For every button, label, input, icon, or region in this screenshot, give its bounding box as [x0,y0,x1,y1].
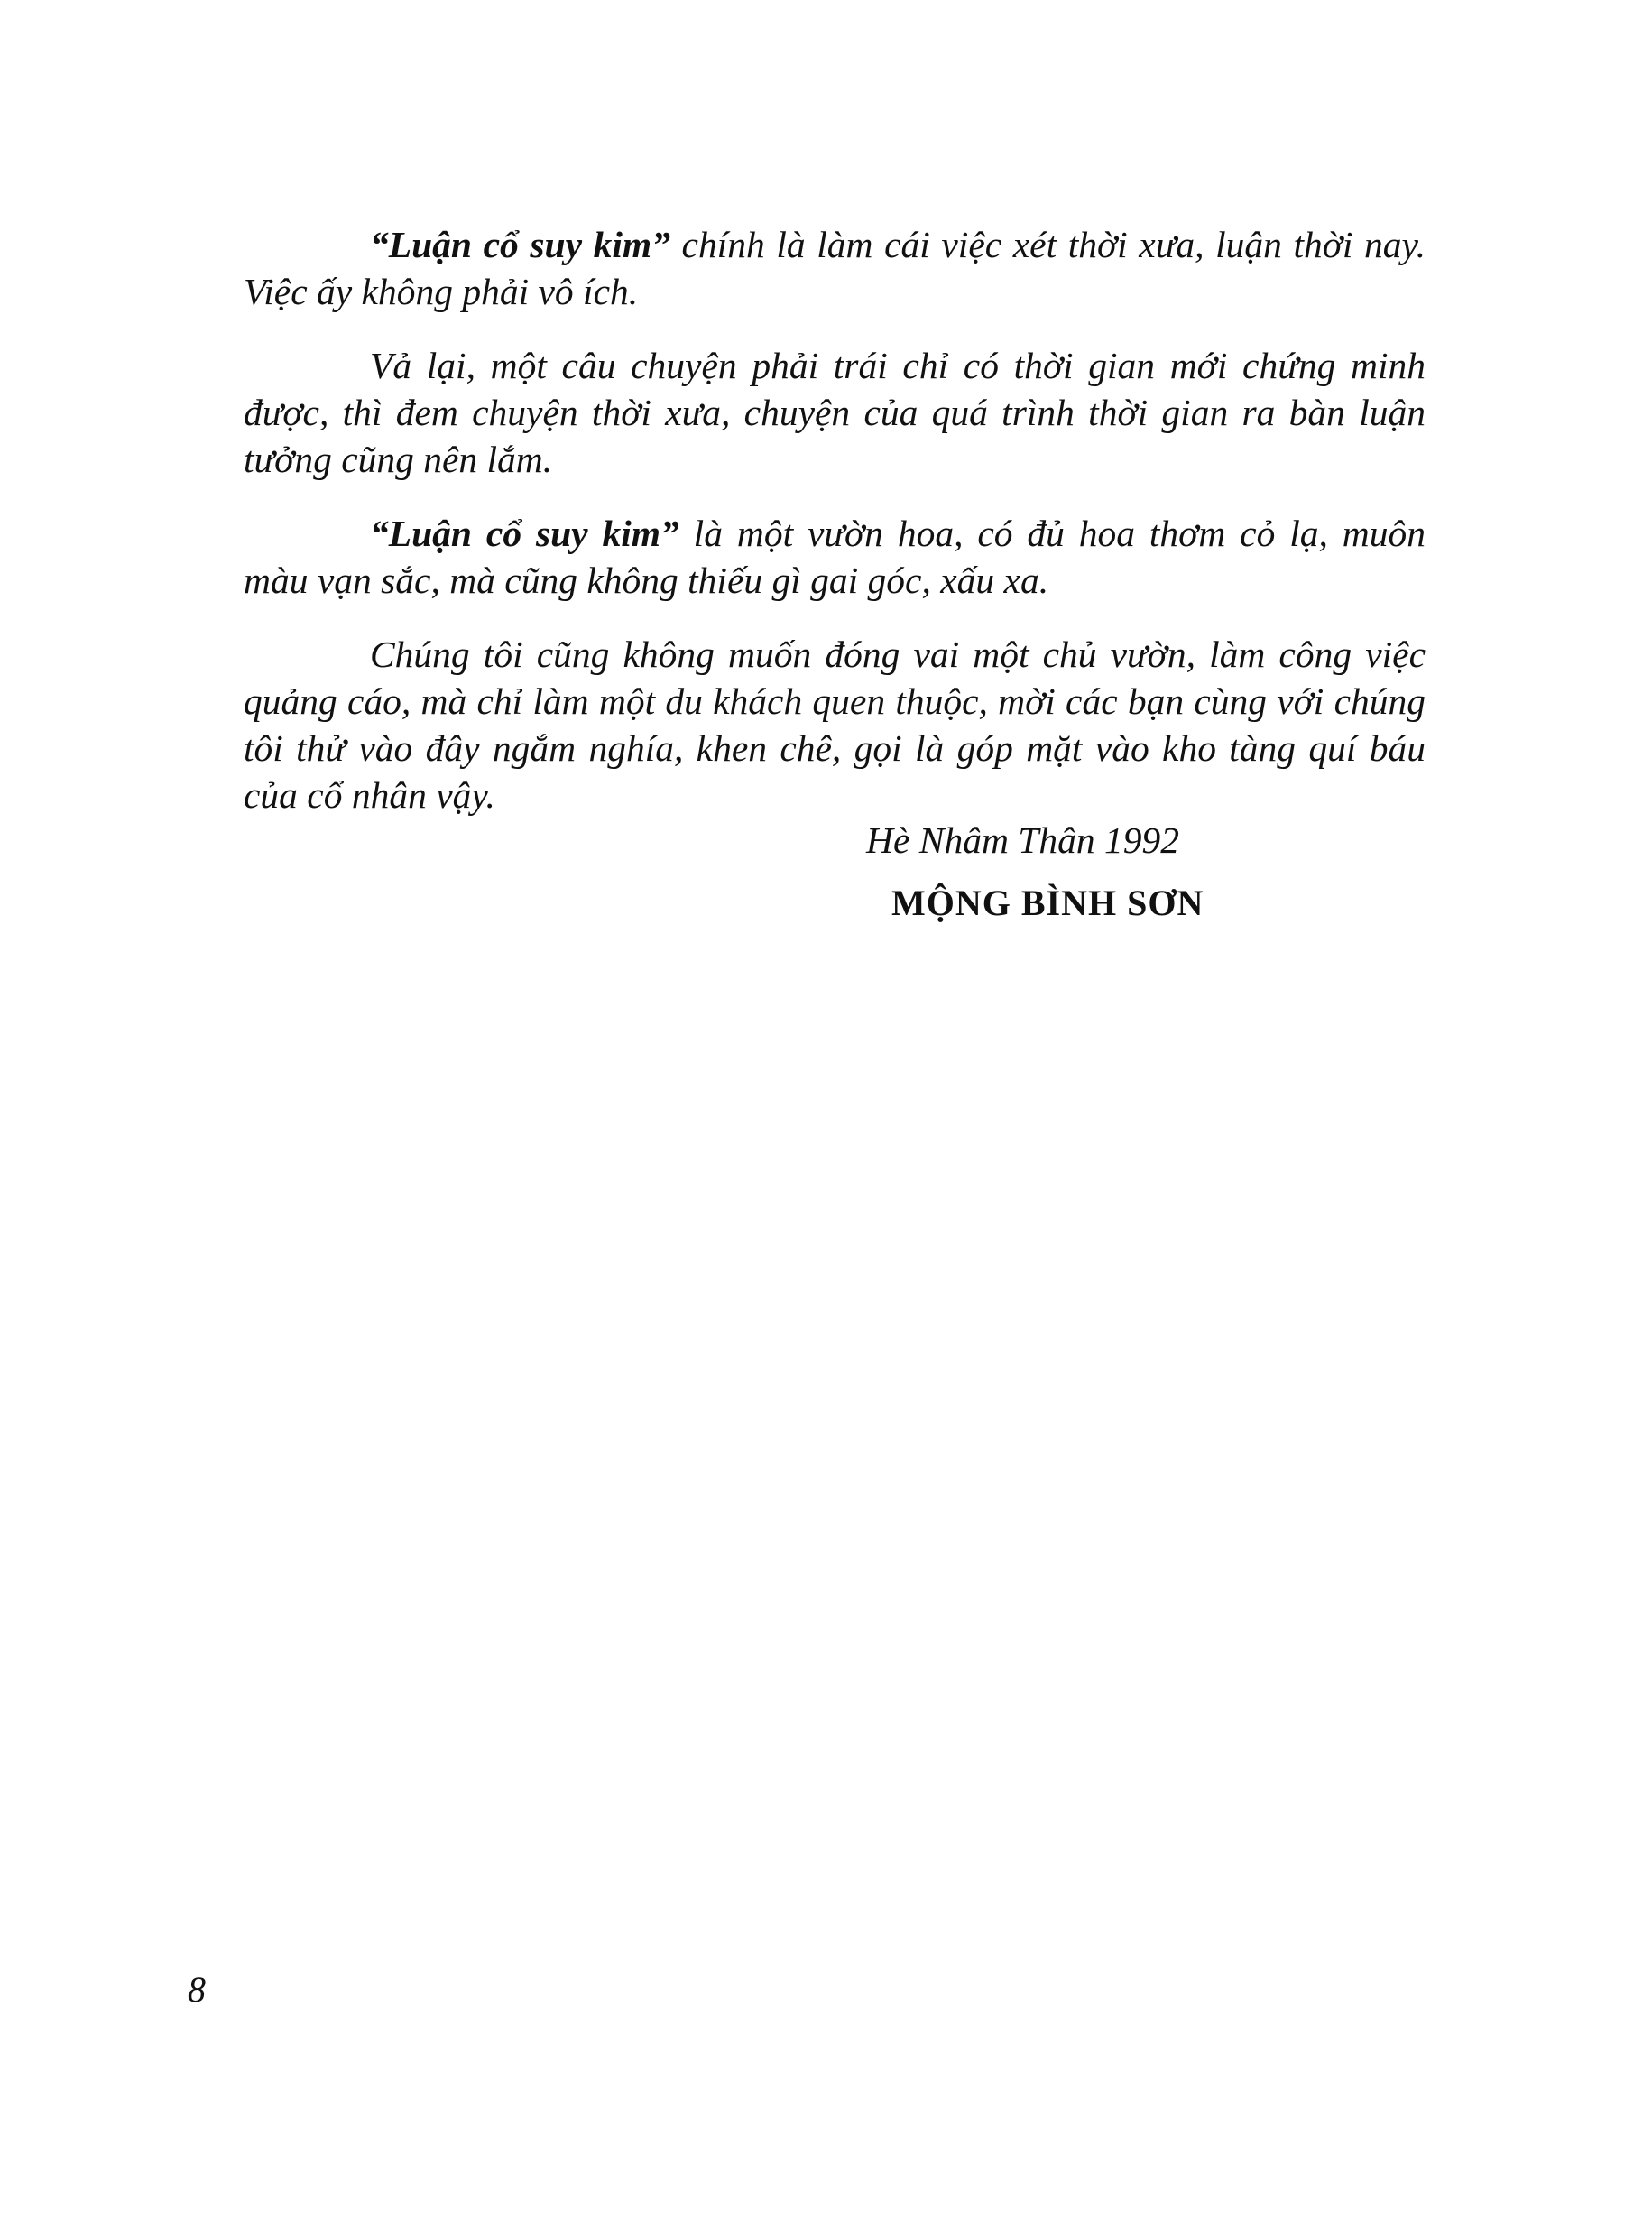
paragraph-2-text: Vả lại, một câu chuyện phải trái chỉ có thời gian mới chứng minh được, thì đem chuyện thời xưa, chuyện của quá trình thời gian ra bàn luận tưởng cũng nên lắm. [244,345,1426,480]
paragraph-1 [244,221,1426,315]
paragraph-3-lead: “Luận cổ suy kim” [370,513,679,554]
paragraph-2 [244,342,1426,483]
signature-author: MỘNG BÌNH SƠN [891,883,1204,923]
preface-text [244,221,1426,846]
paragraph-1-lead: “Luận cổ suy kim” [370,224,670,265]
paragraph-3 [244,510,1426,604]
signature-block [866,817,1407,927]
page-number: 8 [188,1969,206,2010]
paragraph-3-text: là một vườn hoa, có đủ hoa thơm cỏ lạ, muôn màu vạn sắc, mà cũng không thiếu gì gai góc, xấu xa. [244,513,1426,601]
paragraph-4-text: Chúng tôi cũng không muốn đóng vai một chủ vườn, làm công việc quảng cáo, mà chỉ làm một du khách quen thuộc, mời các bạn cùng với chúng tôi thử vào đây ngắm nghía, khen chê, gọi là góp mặt vào kho tàng quí báu của cổ nhân vậy. [244,633,1426,816]
signature-date: Hè Nhâm Thân 1992 [866,819,1179,861]
paragraph-4 [244,631,1426,818]
paragraph-1-text: chính là làm cái việc xét thời xưa, luận thời nay. Việc ấy không phải vô ích. [244,224,1426,312]
